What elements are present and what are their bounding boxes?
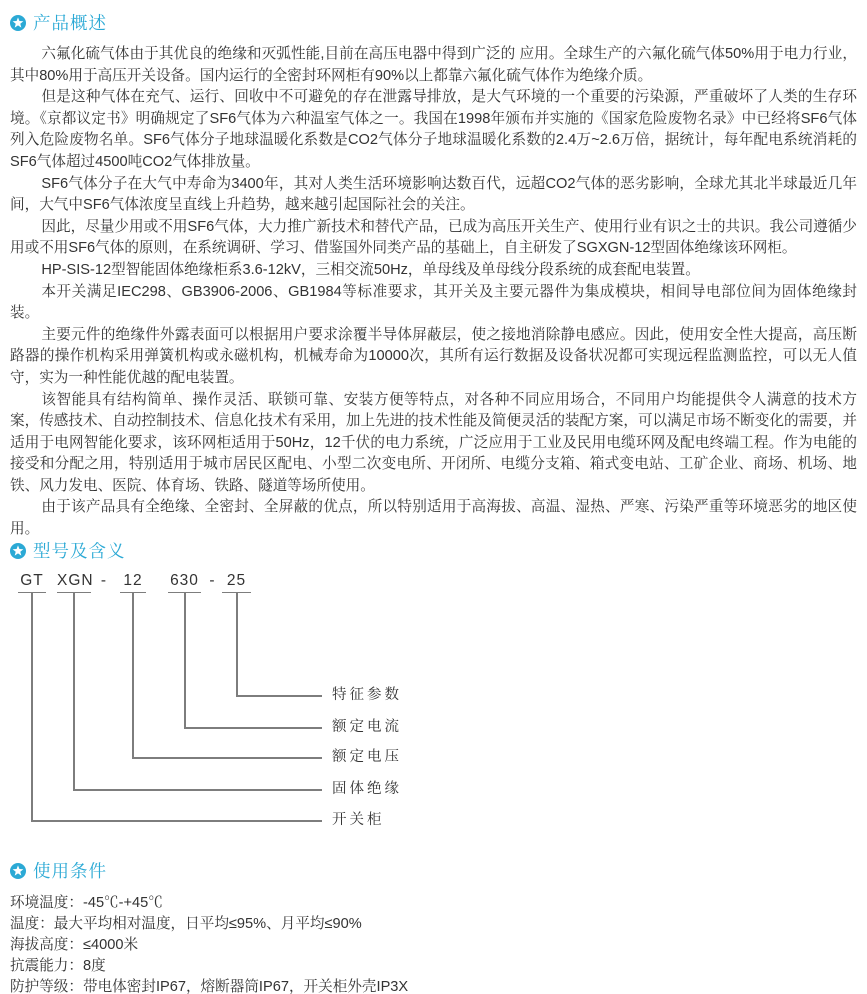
model-label-rated-current: 额定电流 (332, 719, 402, 735)
section-model-meaning (10, 538, 857, 864)
overview-section-header (10, 10, 857, 35)
connector-line-horizontal-12 (132, 757, 322, 759)
conditions-list (10, 893, 857, 994)
model-section-header (10, 538, 857, 563)
model-code-xgn: XGN (57, 572, 91, 593)
star-bullet-icon (10, 863, 26, 879)
model-label-switchgear: 开关柜 (332, 812, 385, 828)
condition-protection-rating: 防护等级：带电体密封IP67，熔断器筒IP67，开关柜外壳IP3X (10, 979, 409, 994)
connector-line-vertical-12 (132, 593, 134, 758)
connector-line-horizontal-xgn (73, 789, 322, 791)
section-overview (10, 10, 857, 541)
connector-line-horizontal-630 (184, 727, 322, 729)
overview-paragraphs (10, 44, 857, 541)
model-label-characteristic-parameter: 特征参数 (332, 687, 402, 703)
section-usage-conditions (10, 858, 857, 994)
condition-ambient-temperature: 环境温度：-45℃-+45℃ (10, 895, 163, 911)
model-code-gt: GT (18, 572, 46, 593)
paragraph-sf6-usage: 六氟化硫气体由于其优良的绝缘和灭弧性能,目前在高压电器中得到广泛的 应用。全球生产的六氟化硫气体50%用于电力行业，其中80%用于高压开关设备。国内运行的全密封环网柜有90%以上都靠六氟化硫气体作为绝缘介质。 (10, 46, 857, 84)
paragraph-standards: 本开关满足IEC298、GB3906-2006、GB1984等标准要求，其开关及主要元器件为集成模块，相间导电部位间为固体绝缘封装。 (10, 283, 857, 322)
connector-line-vertical-25 (236, 593, 238, 696)
conditions-title-text: 使用条件 (33, 861, 107, 881)
overview-title-text: 产品概述 (33, 13, 107, 33)
paragraph-company-rnd: 因此，尽量少用或不用SF6气体，大力推广新技术和替代产品，已成为高压开关生产、使用行业有识之士的共识。我公司遵循少用或不用SF6气体的原则，在系统调研、学习、借鉴国外同类产品的基础上，自主研发了SGXGN-12型固体绝缘该环网柜。 (10, 218, 857, 257)
conditions-section-header (10, 858, 857, 883)
condition-altitude: 海拔高度：≤4000米 (10, 937, 139, 953)
paragraph-applications: 该智能具有结构简单、操作灵活、联锁可靠、安装方便等特点，对各种不同应用场合，不同用户均能提供令人满意的技术方案，传感技术、自动控制技术、信息化技术有采用，加上先进的技术性能及简便灵活的装配方案，可以满足市场不断变化的需要，并适用于电网智能化要求，该环网柜适用于50Hz，12千伏的电力系统，广泛应用于工业及民用电缆环网及配电终端工程。作为电能的接受和分配之用，特别适用于城市居民区配电、小型二次变电所、开闭所、电缆分支箱、箱式变电站、工矿企业、商场、机场、地铁、风力发电、医院、体育场、铁路、隧道等场所使用。 (10, 391, 857, 494)
star-bullet-icon (10, 15, 26, 31)
connector-line-horizontal-25 (236, 695, 322, 697)
model-title-text: 型号及含义 (33, 541, 126, 561)
condition-seismic-capacity: 抗震能力：8度 (10, 958, 106, 974)
model-label-rated-voltage: 额定电压 (332, 749, 402, 765)
model-code-diagram (10, 572, 857, 864)
model-label-solid-insulation: 固体绝缘 (332, 781, 402, 797)
connector-line-vertical-xgn (73, 593, 75, 790)
connector-line-vertical-gt (31, 593, 33, 821)
model-code-dash1: - (100, 572, 108, 589)
model-code-630: 630 (168, 572, 201, 593)
connector-line-vertical-630 (184, 593, 186, 728)
star-bullet-icon (10, 543, 26, 559)
paragraph-sf6-lifetime: SF6气体分子在大气中寿命为3400年，其对人类生活环境影响达数百代，远超CO2气体的恶劣影响，全球尤其北半球最近几年间，大气中SF6气体浓度呈直线上升趋势，越来越引起国际社会的关注。 (10, 175, 857, 214)
model-code-25: 25 (222, 572, 251, 593)
connector-line-horizontal-gt (31, 820, 322, 822)
condition-relative-humidity: 温度：最大平均相对温度，日平均≤95%、月平均≤90% (10, 916, 362, 932)
model-code-12: 12 (120, 572, 146, 593)
paragraph-hp-sis-12: HP-SIS-12型智能固体绝缘柜系3.6-12kV，三相交流50Hz，单母线及单母线分段系统的成套配电装置。 (41, 261, 700, 278)
paragraph-pollution: 但是这种气体在充气、运行、回收中不可避免的存在泄露导排放，是大气环境的一个重要的污染源，严重破坏了人类的生存环境。《京都议定书》明确规定了SF6气体为六种温室气体之一。我国在1998年颁布并实施的《国家危险废物名录》中已经将SF6气体列入危险废物名单。SF6气体分子地球温暖化系数是CO2气体分子地球温暖化系数的2.4万~2.6万倍，据统计，每年配电系统消耗的SF6气体超过4500吨CO2气体排放量。 (10, 89, 857, 170)
paragraph-insulation-surface: 主要元件的绝缘件外露表面可以根据用户要求涂覆半导体屏蔽层，使之接地消除静电感应。因此，使用安全性大提高，高压断路器的操作机构采用弹簧机构或永磁机构，机械寿命为10000次，其所有运行数据及设备状况都可实现远程监测监控，可以无人值守，实为一种性能优越的配电装置。 (10, 326, 857, 386)
paragraph-harsh-environment: 由于该产品具有全绝缘、全密封、全屏蔽的优点，所以特别适用于高海拔、高温、湿热、严寒、污染严重等环境恶劣的地区使用。 (10, 499, 857, 538)
model-code-dash2: - (209, 572, 216, 589)
